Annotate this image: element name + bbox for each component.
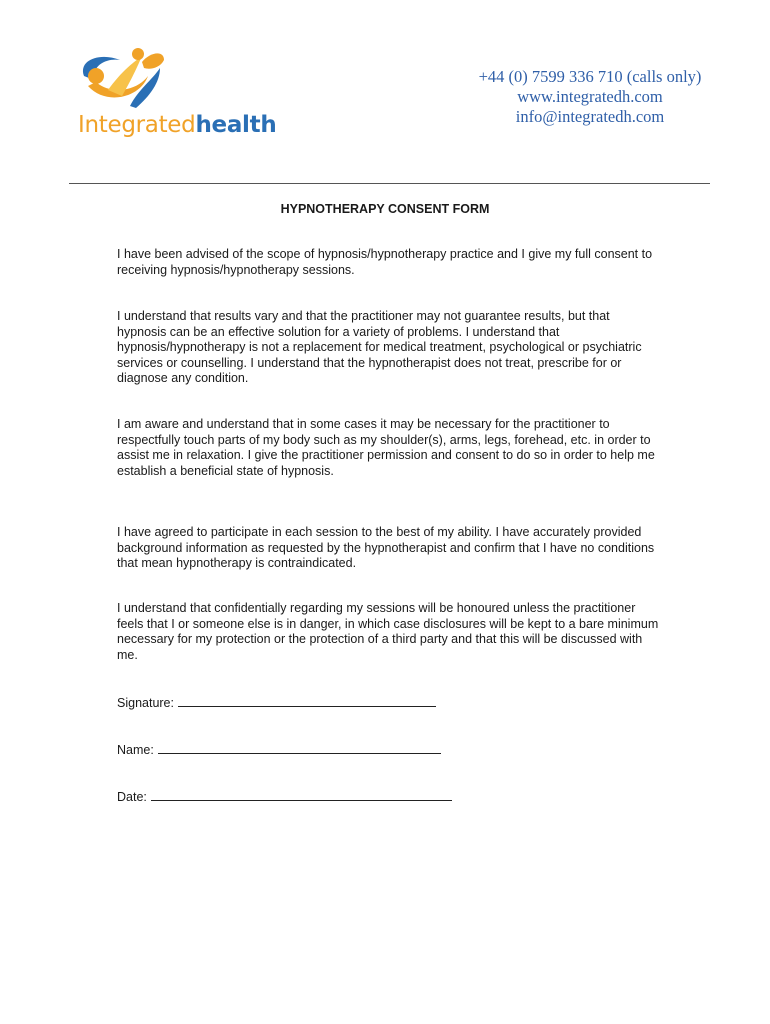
consent-paragraph-results: I understand that results vary and that the practitioner may not guarantee results, but that hypnosis can be an effective solution for a variety of problems. I understand that hypnosis/hypnotherapy is not a replacement for medical treatment, psychological or psychiatric services or counselling. I understand that the hypnotherapist does not treat, prescribe for or diagnose any condition.: [117, 309, 642, 386]
logo-word-health: health: [195, 112, 277, 138]
consent-paragraph-touch: I am aware and understand that in some cases it may be necessary for the practitioner to respectfully touch parts of my body such as my shoulder(s), arms, legs, forehead, etc. in order to assist me in relaxation. I give the practitioner permission and consent to do so in order to help me establish a beneficial state of hypnosis.: [117, 417, 655, 478]
form-title: HYPNOTHERAPY CONSENT FORM: [280, 202, 490, 216]
consent-paragraph-scope: I have been advised of the scope of hypnosis/hypnotherapy practice and I give my full consent to receiving hypnosis/hypnotherapy sessions.: [117, 247, 653, 277]
contact-email[interactable]: info@integratedh.com: [515, 107, 665, 126]
date-label: Date:: [117, 790, 147, 804]
contact-phone: +44 (0) 7599 336 710 (calls only): [478, 67, 702, 86]
company-logo: [78, 46, 288, 146]
signature-row: [117, 694, 436, 710]
logo-figure-icon: [78, 46, 168, 112]
header-divider: [69, 183, 710, 184]
contact-block: [430, 67, 750, 127]
signature-label: Signature:: [117, 696, 174, 710]
consent-paragraph-participation: I have agreed to participate in each session to the best of my ability. I have accurately provided background information as requested by the hypnotherapist and confirm that I have no conditions that mean hypnotherapy is contraindicated.: [117, 525, 655, 571]
contact-website[interactable]: www.integratedh.com: [517, 87, 663, 106]
consent-paragraph-confidentiality: I understand that confidentially regarding my sessions will be honoured unless the practitioner feels that I or someone else is in danger, in which case disclosures will be kept to a bare minimum necessary for my protection or the protection of a third party and that this will be discussed with me.: [117, 601, 659, 662]
name-field[interactable]: [158, 741, 441, 754]
name-label: Name:: [117, 743, 154, 757]
date-row: [117, 788, 452, 804]
signature-field[interactable]: [178, 694, 436, 707]
date-field[interactable]: [151, 788, 452, 801]
logo-wordmark: [78, 112, 276, 138]
logo-word-integrated: Integrated: [78, 112, 196, 138]
name-row: [117, 741, 441, 757]
